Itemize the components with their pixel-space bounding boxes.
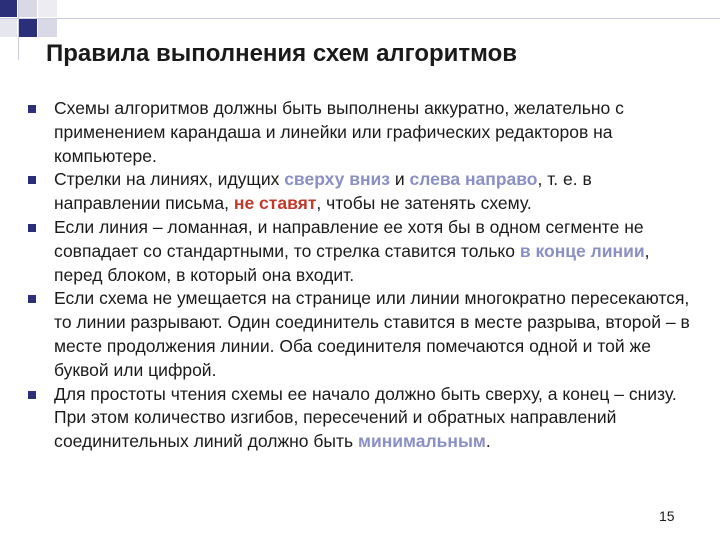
bullet-text: Для простоты чтения схемы ее начало должно быть сверху, а конец – снизу. При этом количество изгибов, пересечений и обратных направлений соединительных линий должно быть — [54, 383, 677, 452]
bullet-item — [28, 216, 698, 287]
bullet-text: , чтобы не затенять схему. — [316, 193, 532, 214]
decor-square-gray — [38, 18, 57, 37]
square-bullet-icon — [28, 224, 36, 232]
slide-title: Правила выполнения схем алгоритмов — [46, 40, 518, 67]
bullet-text: , перед блоком, в который она входит. — [54, 240, 650, 285]
square-bullet-icon — [28, 391, 36, 399]
highlight-text-red: не ставят — [233, 193, 317, 214]
decor-square-gray — [0, 18, 17, 37]
highlight-text: сверху вниз — [284, 169, 390, 190]
highlight-text: минимальным — [358, 431, 486, 452]
square-bullet-icon — [28, 295, 36, 303]
bullet-item — [28, 168, 698, 216]
bullet-list — [28, 97, 698, 454]
bullet-text: , т. е. в направлении письма, — [54, 169, 592, 214]
bullet-text: . — [485, 431, 491, 452]
bullet-text: Если схема не умещается на странице или линии многократно пересекаются, то линии разрывают. Один соединитель ставится в месте разрыва, второй – в месте продолжения линии. Оба соединителя помечаются одной и той же буквой или цифрой. — [54, 288, 690, 380]
page-number: 15 — [659, 508, 675, 524]
square-bullet-icon — [28, 105, 36, 113]
decor-vertical-rule — [18, 0, 19, 60]
bullet-item — [28, 287, 698, 382]
bullet-text: Стрелки на линиях, идущих — [54, 169, 285, 190]
decor-square-navy — [0, 0, 17, 17]
bullet-item — [28, 383, 698, 454]
decor-square-gray — [18, 0, 37, 17]
highlight-text: слева направо — [409, 169, 538, 190]
decor-square-navy — [18, 18, 37, 37]
square-bullet-icon — [28, 176, 36, 184]
bullet-text: и — [389, 169, 410, 190]
bullet-item — [28, 97, 698, 168]
decor-square-gray — [38, 0, 57, 17]
bullet-text: Если линия – ломанная, и направление ее хотя бы в одном сегменте не совпадает со стандартными, то стрелка ставится только — [54, 216, 644, 261]
highlight-text: в конце линии — [519, 240, 645, 261]
decor-horizontal-rule — [0, 18, 720, 19]
bullet-text: Схемы алгоритмов должны быть выполнены аккуратно, желательно с применением карандаша и линейки или графических редакторов на компьютере. — [54, 98, 624, 166]
